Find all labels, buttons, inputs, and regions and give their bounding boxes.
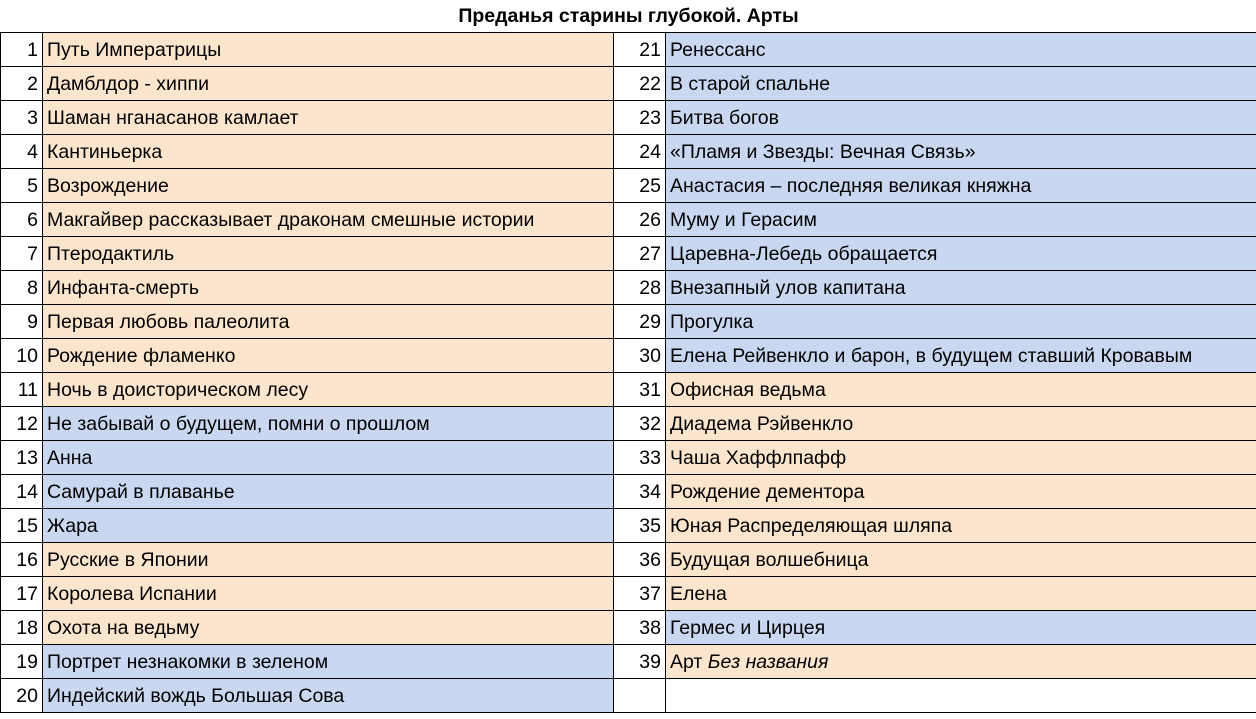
left-title-cell[interactable] <box>43 577 614 611</box>
left-number-cell[interactable]: 20 <box>1 679 43 713</box>
art-title: Прогулка <box>670 310 754 333</box>
art-title: Елена <box>670 582 727 605</box>
art-title: Первая любовь палеолита <box>47 310 290 333</box>
left-title-cell[interactable] <box>43 679 614 713</box>
art-title: Внезапный улов капитана <box>670 276 906 299</box>
left-number-cell[interactable]: 15 <box>1 509 43 543</box>
table-row <box>1 271 1256 305</box>
left-title-cell[interactable] <box>43 441 614 475</box>
right-number-cell[interactable]: 30 <box>614 339 666 373</box>
left-title-cell[interactable] <box>43 203 614 237</box>
table-row <box>1 203 1256 237</box>
art-title: Птеродактиль <box>47 242 175 265</box>
left-title-cell[interactable] <box>43 33 614 67</box>
left-number-cell[interactable]: 6 <box>1 203 43 237</box>
art-title: Королева Испании <box>47 582 217 605</box>
table-row <box>1 339 1256 373</box>
art-title: Арт <box>670 650 703 673</box>
table-row <box>1 305 1256 339</box>
right-title-cell[interactable] <box>666 407 1256 441</box>
left-number-cell[interactable]: 9 <box>1 305 43 339</box>
right-title-cell[interactable] <box>666 237 1256 271</box>
left-title-cell[interactable] <box>43 543 614 577</box>
art-title: Будущая волшебница <box>670 548 869 571</box>
right-title-cell[interactable] <box>666 679 1256 713</box>
left-number-cell[interactable]: 3 <box>1 101 43 135</box>
table-row <box>1 543 1256 577</box>
right-number-cell[interactable]: 38 <box>614 611 666 645</box>
table-row <box>1 33 1256 67</box>
left-number-cell[interactable]: 19 <box>1 645 43 679</box>
left-number-cell[interactable]: 1 <box>1 33 43 67</box>
right-number-cell[interactable]: 35 <box>614 509 666 543</box>
art-title: Рождение фламенко <box>47 344 236 367</box>
right-title-cell[interactable] <box>666 475 1256 509</box>
table-row <box>1 67 1256 101</box>
art-title: Битва богов <box>670 106 779 129</box>
left-title-cell[interactable] <box>43 135 614 169</box>
left-title-cell[interactable] <box>43 67 614 101</box>
right-number-cell[interactable]: 28 <box>614 271 666 305</box>
table-row <box>1 611 1256 645</box>
art-title: Шаман нганасанов камлает <box>47 106 299 129</box>
sheet-title[interactable]: Преданья старины глубокой. Арты <box>1 0 1256 33</box>
left-number-cell[interactable]: 4 <box>1 135 43 169</box>
art-title: Русские в Японии <box>47 548 209 571</box>
art-title: Муму и Герасим <box>670 208 817 231</box>
art-title: Юная Распределяющая шляпа <box>670 514 953 537</box>
left-title-cell[interactable] <box>43 339 614 373</box>
right-number-cell[interactable]: 23 <box>614 101 666 135</box>
left-number-cell[interactable]: 5 <box>1 169 43 203</box>
right-number-cell[interactable]: 36 <box>614 543 666 577</box>
left-number-cell[interactable]: 11 <box>1 373 43 407</box>
right-number-cell[interactable]: 27 <box>614 237 666 271</box>
title-row <box>1 0 1256 33</box>
left-title-cell[interactable] <box>43 271 614 305</box>
left-title-cell[interactable] <box>43 611 614 645</box>
art-title: Анна <box>47 446 93 469</box>
art-title: Индейский вождь Большая Сова <box>47 684 345 707</box>
left-title-cell[interactable] <box>43 237 614 271</box>
right-number-cell[interactable]: 33 <box>614 441 666 475</box>
table-row <box>1 577 1256 611</box>
right-title-cell[interactable] <box>666 169 1256 203</box>
left-title-cell[interactable] <box>43 645 614 679</box>
art-title: В старой спальне <box>670 72 831 95</box>
art-title: «Пламя и Звезды: Вечная Связь» <box>670 140 976 163</box>
spreadsheet-body <box>1 0 1256 713</box>
art-title: Царевна-Лебедь обращается <box>670 242 938 265</box>
left-title-cell[interactable] <box>43 373 614 407</box>
table-row <box>1 169 1256 203</box>
art-title: Анастасия – последняя великая княжна <box>670 174 1032 197</box>
left-number-cell[interactable]: 13 <box>1 441 43 475</box>
right-number-cell[interactable]: 31 <box>614 373 666 407</box>
right-title-cell[interactable] <box>666 101 1256 135</box>
right-number-cell[interactable]: 32 <box>614 407 666 441</box>
art-title-italic: Без названия <box>707 650 829 673</box>
left-title-cell[interactable] <box>43 407 614 441</box>
table-row <box>1 645 1256 679</box>
right-number-cell[interactable]: 37 <box>614 577 666 611</box>
left-number-cell[interactable]: 10 <box>1 339 43 373</box>
table-row <box>1 237 1256 271</box>
art-title: Портрет незнакомки в зеленом <box>47 650 329 673</box>
table-row <box>1 475 1256 509</box>
art-title: Возрождение <box>47 174 169 197</box>
art-title: Не забывай о будущем, помни о прошлом <box>47 412 430 435</box>
art-title: Ренессанс <box>670 38 766 61</box>
art-title: Самурай в плаванье <box>47 480 235 503</box>
art-title: Диадема Рэйвенкло <box>670 412 854 435</box>
right-number-cell[interactable]: 39 <box>614 645 666 679</box>
art-title: Елена Рейвенкло и барон, в будущем ставший Кровавым <box>670 344 1193 367</box>
table-row <box>1 509 1256 543</box>
right-title-cell[interactable] <box>666 203 1256 237</box>
table-row <box>1 135 1256 169</box>
right-title-cell[interactable] <box>666 543 1256 577</box>
right-number-cell[interactable]: 34 <box>614 475 666 509</box>
table-row <box>1 373 1256 407</box>
right-title-cell[interactable] <box>666 271 1256 305</box>
right-title-cell[interactable] <box>666 441 1256 475</box>
right-number-cell[interactable]: 25 <box>614 169 666 203</box>
left-number-cell[interactable]: 2 <box>1 67 43 101</box>
art-title: Чаша Хаффлпафф <box>670 446 847 469</box>
right-number-cell[interactable]: 21 <box>614 33 666 67</box>
left-number-cell[interactable]: 12 <box>1 407 43 441</box>
right-title-cell[interactable] <box>666 339 1256 373</box>
left-number-cell[interactable]: 17 <box>1 577 43 611</box>
left-number-cell[interactable]: 14 <box>1 475 43 509</box>
right-title-cell[interactable] <box>666 135 1256 169</box>
art-title: Макгайвер рассказывает драконам смешные истории <box>47 208 535 231</box>
left-title-cell[interactable] <box>43 509 614 543</box>
art-title: Дамблдор - хиппи <box>47 72 209 95</box>
right-number-cell[interactable] <box>614 679 666 713</box>
table-row <box>1 441 1256 475</box>
art-title: Ночь в доисторическом лесу <box>47 378 309 401</box>
art-title: Инфанта-смерть <box>47 276 200 299</box>
right-number-cell[interactable]: 26 <box>614 203 666 237</box>
table-row <box>1 101 1256 135</box>
art-title: Путь Императрицы <box>47 38 222 61</box>
right-number-cell[interactable]: 24 <box>614 135 666 169</box>
left-number-cell[interactable]: 8 <box>1 271 43 305</box>
left-title-cell[interactable] <box>43 475 614 509</box>
art-title: Рождение дементора <box>670 480 865 503</box>
right-title-cell[interactable] <box>666 611 1256 645</box>
right-number-cell[interactable]: 22 <box>614 67 666 101</box>
table-row <box>1 407 1256 441</box>
left-number-cell[interactable]: 18 <box>1 611 43 645</box>
art-title: Гермес и Цирцея <box>670 616 826 639</box>
right-title-cell[interactable] <box>666 645 1256 679</box>
right-title-cell[interactable] <box>666 509 1256 543</box>
art-title: Кантиньерка <box>47 140 163 163</box>
left-number-cell[interactable]: 16 <box>1 543 43 577</box>
art-title: Офисная ведьма <box>670 378 826 401</box>
right-title-cell[interactable] <box>666 305 1256 339</box>
right-title-cell[interactable] <box>666 373 1256 407</box>
left-title-cell[interactable] <box>43 101 614 135</box>
right-title-cell[interactable] <box>666 67 1256 101</box>
art-title: Жара <box>47 514 98 537</box>
left-title-cell[interactable] <box>43 305 614 339</box>
right-title-cell[interactable] <box>666 33 1256 67</box>
right-title-cell[interactable] <box>666 577 1256 611</box>
table-row <box>1 679 1256 713</box>
left-title-cell[interactable] <box>43 169 614 203</box>
right-number-cell[interactable]: 29 <box>614 305 666 339</box>
left-number-cell[interactable]: 7 <box>1 237 43 271</box>
art-title: Охота на ведьму <box>47 616 200 639</box>
